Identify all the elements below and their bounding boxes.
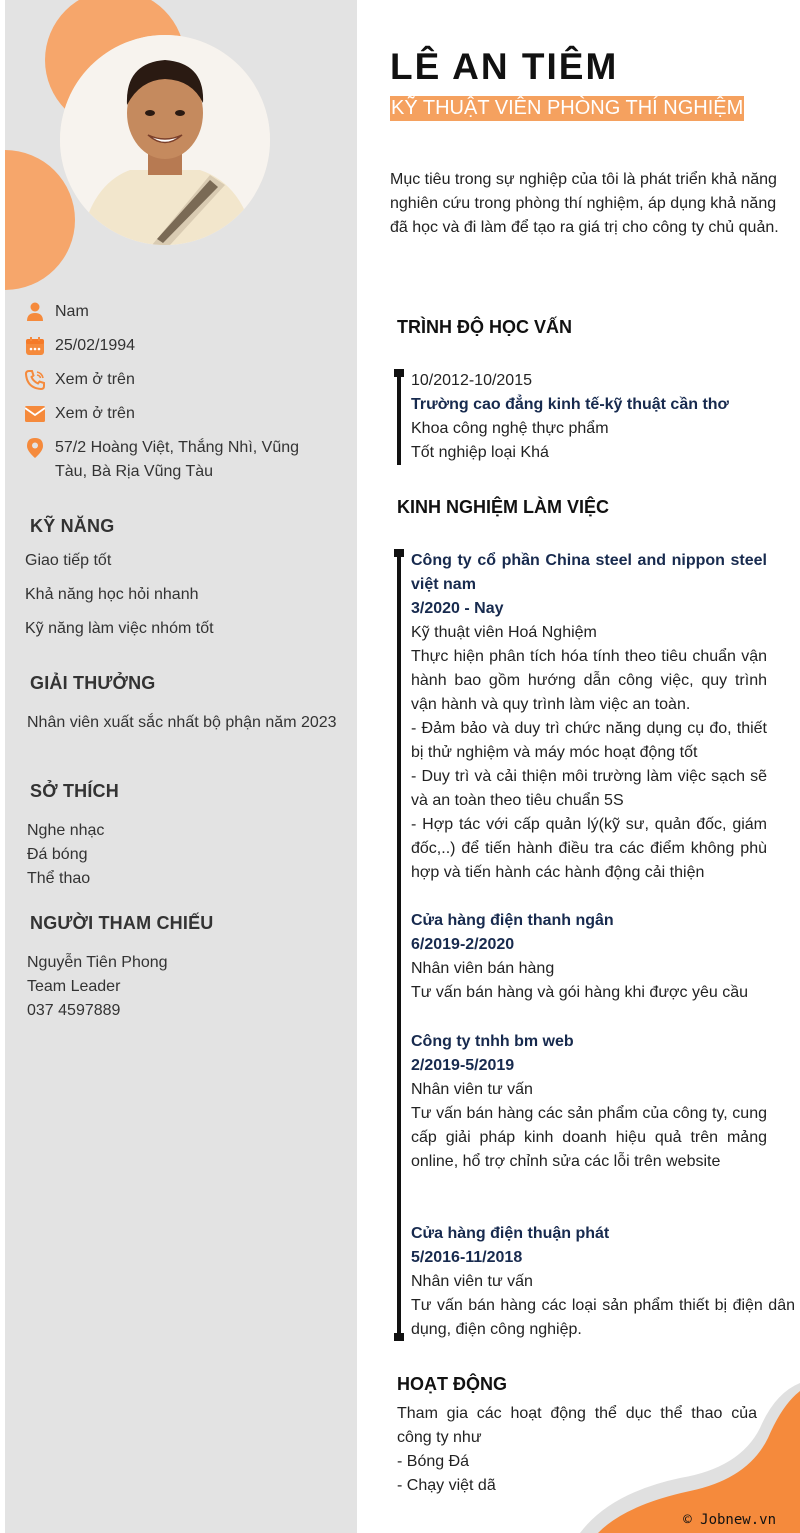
award-text: Nhân viên xuất sắc nhất bộ phận năm 2023 — [27, 714, 337, 731]
job-company: Cửa hàng điện thanh ngân — [411, 912, 614, 929]
education-entry — [411, 369, 767, 465]
job-position: Nhân viên tư vấn — [411, 1273, 533, 1290]
hobby-item: Nghe nhạc — [27, 822, 105, 839]
phone-icon — [25, 368, 45, 392]
job-position: Nhân viên tư vấn — [411, 1081, 533, 1098]
job-title: KỸ THUẬT VIÊN PHÒNG THÍ NGHIỆM — [391, 97, 744, 119]
job-description: - Duy trì và cải thiện môi trường làm việc sạch sẽ và an toàn theo tiêu chuẩn 5S — [411, 768, 767, 809]
address-row — [25, 436, 325, 484]
job-company: Cửa hàng điện thuận phát — [411, 1225, 610, 1242]
references-heading: NGƯỜI THAM CHIẾU — [30, 913, 214, 933]
reference-role: Team Leader — [27, 978, 121, 995]
job-period: 2/2019-5/2019 — [411, 1057, 515, 1074]
job-position: Kỹ thuật viên Hoá Nghiệm — [411, 624, 597, 641]
job-period: 3/2020 - Nay — [411, 600, 504, 617]
hobby-item: Thể thao — [27, 870, 91, 887]
gender-row — [25, 300, 325, 324]
person-icon — [25, 300, 45, 324]
activities-heading: HOẠT ĐỘNG — [397, 1374, 507, 1394]
skill-item: Kỹ năng làm việc nhóm tốt — [25, 620, 214, 637]
location-pin-icon — [25, 436, 45, 460]
timeline-cap — [394, 549, 404, 557]
awards-heading: GIẢI THƯỞNG — [30, 673, 156, 693]
education-timeline — [397, 372, 401, 465]
skill-item: Giao tiếp tốt — [25, 552, 112, 569]
education-result: Tốt nghiệp loại Khá — [411, 444, 549, 461]
job-entry — [411, 1222, 795, 1342]
skills-heading: KỸ NĂNG — [30, 516, 115, 536]
birthday-value: 25/02/1994 — [55, 337, 136, 354]
hobbies-heading: SỞ THÍCH — [30, 781, 119, 801]
timeline-cap — [394, 1333, 404, 1341]
address-value: 57/2 Hoàng Việt, Thắng Nhì, Vũng Tàu, Bà Rịa Vũng Tàu — [55, 439, 300, 480]
timeline-cap — [394, 369, 404, 377]
education-heading: TRÌNH ĐỘ HỌC VẤN — [397, 317, 572, 337]
reference-name: Nguyễn Tiên Phong — [27, 954, 168, 971]
hobby-item: Đá bóng — [27, 846, 88, 863]
job-entry — [411, 909, 767, 1005]
mail-icon — [25, 402, 45, 426]
skill-item: Khả năng học hỏi nhanh — [25, 586, 199, 603]
education-school: Trường cao đẳng kinh tế-kỹ thuật cần thơ — [411, 396, 729, 413]
job-company: Công ty cổ phần China steel and nippon steel việt nam — [411, 552, 767, 593]
calendar-icon — [25, 334, 45, 358]
activities-content — [397, 1402, 757, 1498]
footer-brand[interactable]: © Jobnew.vn — [683, 1512, 776, 1528]
phone-row — [25, 368, 325, 392]
avatar — [60, 35, 270, 245]
email-value: Xem ở trên — [55, 405, 135, 422]
job-period: 5/2016-11/2018 — [411, 1249, 523, 1266]
job-period: 6/2019-2/2020 — [411, 936, 515, 953]
job-description: Thực hiện phân tích hóa tính theo tiêu chuẩn vận hành bao gồm hướng dẫn công việc, quy trình vận hành và quy trình làm việc an toàn. — [411, 648, 767, 713]
avatar-portrait — [60, 35, 270, 245]
phone-value: Xem ở trên — [55, 371, 135, 388]
gender-value: Nam — [55, 303, 89, 320]
job-entry — [411, 549, 767, 885]
job-description: - Đảm bảo và duy trì chức năng dụng cụ đo, thiết bị thử nghiệm và máy móc hoạt động tốt — [411, 720, 767, 761]
reference-phone: 037 4597889 — [27, 1002, 121, 1019]
activity-item: - Bóng Đá — [397, 1453, 470, 1470]
job-company: Công ty tnhh bm web — [411, 1033, 574, 1050]
birthday-row — [25, 334, 325, 358]
education-period: 10/2012-10/2015 — [411, 372, 532, 389]
email-row — [25, 402, 325, 426]
experience-heading: KINH NGHIỆM LÀM VIỆC — [397, 497, 610, 517]
job-description: Tư vấn bán hàng và gói hàng khi được yêu cầu — [411, 984, 749, 1001]
candidate-name: LÊ AN TIÊM — [390, 46, 619, 87]
sidebar — [5, 0, 357, 1533]
career-objective: Mục tiêu trong sự nghiệp của tôi là phát triển khả năng nghiên cứu trong phòng thí nghiệm, áp dụng khả năng đã học và đi làm để tạo ra giá trị cho công ty chủ quản. — [390, 171, 779, 236]
activities-intro: Tham gia các hoạt động thể dục thể thao của công ty như — [397, 1405, 757, 1446]
job-description: - Hợp tác với cấp quản lý(kỹ sư, quản đốc, giám đốc,..) để tiến hành điều tra các điểm không phù hợp và tiến hành các hành động cải thiện — [411, 816, 767, 881]
activity-item: - Chạy việt dã — [397, 1477, 496, 1494]
job-description: Tư vấn bán hàng các loại sản phẩm thiết bị điện dân dụng, điện công nghiệp. — [411, 1297, 795, 1338]
job-entry — [411, 1030, 767, 1174]
job-description: Tư vấn bán hàng các sản phẩm của công ty, cung cấp giải pháp kinh doanh hiệu quả trên mảng online, hổ trợ chỉnh sửa các lỗi trên website — [411, 1105, 767, 1170]
education-faculty: Khoa công nghệ thực phẩm — [411, 420, 609, 437]
job-position: Nhân viên bán hàng — [411, 960, 555, 977]
experience-timeline — [397, 552, 401, 1340]
